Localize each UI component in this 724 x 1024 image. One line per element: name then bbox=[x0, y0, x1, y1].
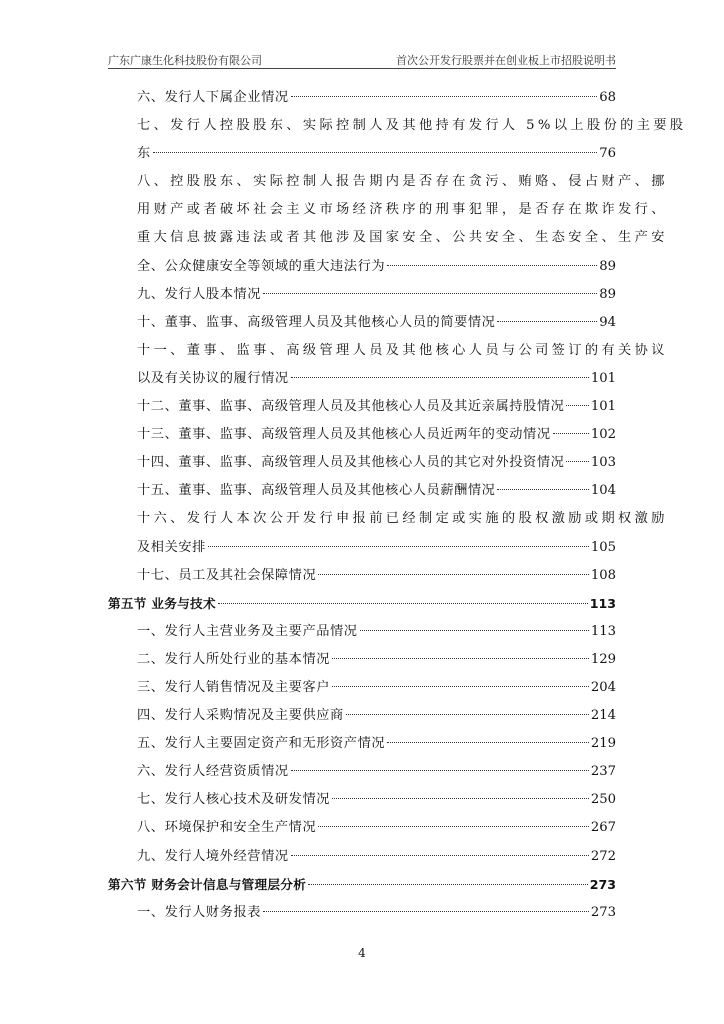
toc-entry[interactable] bbox=[108, 421, 616, 449]
toc-section-row bbox=[108, 590, 616, 618]
toc-page-number: 272 bbox=[590, 848, 616, 864]
toc-page-number: 89 bbox=[599, 286, 616, 302]
toc-page-number: 76 bbox=[599, 146, 616, 162]
toc-leader-dots bbox=[291, 96, 598, 97]
toc-entry[interactable] bbox=[108, 449, 616, 477]
toc-item-row bbox=[108, 253, 616, 281]
toc-entry-line: 用财产或者破坏社会主义市场经济秩序的刑事犯罪，是否存在欺诈发行、 bbox=[137, 202, 668, 218]
toc-entry-title: 十三、董事、监事、高级管理人员及其他核心人员近两年的变动情况 bbox=[137, 427, 551, 443]
toc-entry-title: 一、发行人财务报表 bbox=[137, 904, 262, 920]
toc-page-number: 101 bbox=[590, 399, 616, 415]
toc-entry-title: 全、公众健康安全等领域的重大违法行为 bbox=[137, 258, 386, 274]
toc-item-row bbox=[108, 786, 616, 814]
toc-page-number: 105 bbox=[590, 539, 616, 555]
toc-entry[interactable] bbox=[108, 590, 616, 618]
toc-entry-title: 三、发行人销售情况及主要客户 bbox=[137, 679, 331, 695]
toc-entry[interactable] bbox=[108, 393, 616, 421]
toc-entry-title: 以及有关协议的履行情况 bbox=[137, 370, 289, 386]
toc-item-row bbox=[108, 393, 616, 421]
toc-page-number: 214 bbox=[590, 708, 616, 724]
toc-item-row bbox=[108, 140, 616, 168]
toc-page-number: 113 bbox=[590, 623, 616, 639]
toc-entry[interactable] bbox=[108, 618, 616, 646]
toc-leader-dots bbox=[346, 714, 589, 715]
toc-page-number: 219 bbox=[590, 736, 616, 752]
toc-entry-title: 六、发行人经营资质情况 bbox=[137, 764, 289, 780]
toc-entry[interactable] bbox=[108, 168, 668, 280]
toc-item-row bbox=[108, 814, 616, 842]
toc-entry[interactable] bbox=[108, 477, 616, 505]
toc-leader-dots bbox=[497, 489, 588, 490]
toc-item-row bbox=[108, 477, 616, 505]
toc-entry-title: 十七、员工及其社会保障情况 bbox=[137, 567, 317, 583]
toc-entry-title: 十五、董事、监事、高级管理人员及其他核心人员薪酬情况 bbox=[137, 483, 496, 499]
toc-item-row bbox=[108, 646, 616, 674]
toc-item-row bbox=[108, 843, 616, 871]
toc-entry[interactable] bbox=[108, 281, 616, 309]
toc-entry-title: 东 bbox=[137, 146, 151, 162]
toc-entry[interactable] bbox=[108, 786, 616, 814]
toc-item-row bbox=[108, 730, 616, 758]
toc-entry-title: 五、发行人主要固定资产和无形资产情况 bbox=[137, 736, 386, 752]
toc-entry[interactable] bbox=[108, 646, 616, 674]
toc-entry[interactable] bbox=[108, 871, 616, 899]
toc-entry-title: 十二、董事、监事、高级管理人员及其他核心人员及其近亲属持股情况 bbox=[137, 399, 565, 415]
toc-entry-line: 十一、董事、监事、高级管理人员及其他核心人员与公司签订的有关协议 bbox=[137, 342, 668, 358]
toc-item-row bbox=[108, 421, 616, 449]
toc-entry-title: 二、发行人所处行业的基本情况 bbox=[137, 651, 331, 667]
toc-page-number: 273 bbox=[590, 904, 616, 920]
toc-item-row bbox=[108, 702, 616, 730]
toc-entry-title: 十、董事、监事、高级管理人员及其他核心人员的简要情况 bbox=[137, 314, 496, 330]
toc-entry-line: 重大信息披露违法或者其他涉及国家安全、公共安全、生态安全、生产安 bbox=[137, 230, 668, 246]
toc-leader-dots bbox=[291, 855, 589, 856]
toc-entry[interactable] bbox=[108, 758, 616, 786]
toc-entry-title: 八、环境保护和安全生产情况 bbox=[137, 820, 317, 836]
toc-entry[interactable] bbox=[108, 814, 616, 842]
toc-page-number: 250 bbox=[590, 792, 616, 808]
toc-page-number: 108 bbox=[590, 567, 616, 583]
toc-leader-dots bbox=[291, 377, 589, 378]
toc-leader-dots bbox=[332, 686, 589, 687]
toc-leader-dots bbox=[218, 603, 588, 604]
toc-page-number: 267 bbox=[590, 820, 616, 836]
toc-item-row bbox=[108, 534, 616, 562]
toc-leader-dots bbox=[208, 546, 589, 547]
toc-page-number: 102 bbox=[590, 427, 616, 443]
toc-leader-dots bbox=[332, 798, 589, 799]
toc-leader-dots bbox=[291, 770, 589, 771]
toc-entry[interactable] bbox=[108, 84, 616, 112]
page-number: 4 bbox=[358, 946, 366, 960]
toc-entry-title: 九、发行人股本情况 bbox=[137, 286, 262, 302]
toc-entry-title: 四、发行人采购情况及主要供应商 bbox=[137, 708, 344, 724]
toc-entry[interactable] bbox=[108, 730, 616, 758]
page-header bbox=[108, 52, 616, 69]
toc-page-number: 101 bbox=[590, 370, 616, 386]
toc-entry-title: 及相关安排 bbox=[137, 539, 206, 555]
toc-entry-title: 第六节 财务会计信息与管理层分析 bbox=[108, 876, 307, 892]
toc-entry-title: 九、发行人境外经营情况 bbox=[137, 848, 289, 864]
toc-item-row bbox=[108, 562, 616, 590]
toc-item-row bbox=[108, 84, 616, 112]
toc-page-number: 94 bbox=[599, 314, 616, 330]
toc-entry-title: 六、发行人下属企业情况 bbox=[137, 90, 289, 105]
header-company: 广东广康生化科技股份有限公司 bbox=[108, 54, 262, 67]
toc-page-number: 237 bbox=[590, 764, 616, 780]
toc-item-row bbox=[108, 365, 616, 393]
toc-item-row bbox=[108, 309, 616, 337]
toc-item-row bbox=[108, 758, 616, 786]
toc-page-number: 68 bbox=[599, 90, 616, 105]
toc-leader-dots bbox=[387, 742, 589, 743]
toc-entry-title: 七、发行人核心技术及研发情况 bbox=[137, 792, 331, 808]
toc-page-number: 204 bbox=[590, 679, 616, 695]
toc-leader-dots bbox=[566, 461, 588, 462]
toc-entry[interactable] bbox=[108, 112, 687, 168]
header-doc-title: 首次公开发行股票并在创业板上市招股说明书 bbox=[396, 54, 616, 67]
toc-leader-dots bbox=[153, 152, 597, 153]
toc-entry[interactable] bbox=[108, 843, 616, 871]
toc-page-number: 273 bbox=[589, 876, 616, 892]
toc-page-number: 129 bbox=[590, 651, 616, 667]
toc-page-number: 113 bbox=[589, 595, 616, 611]
toc-leader-dots bbox=[332, 658, 589, 659]
toc-leader-dots bbox=[387, 265, 597, 266]
toc-item-row bbox=[108, 899, 616, 927]
toc-entry-line: 八、控股股东、实际控制人报告期内是否存在贪污、贿赂、侵占财产、挪 bbox=[137, 174, 668, 190]
toc-entry[interactable] bbox=[108, 505, 668, 561]
toc-page-number: 103 bbox=[590, 455, 616, 471]
toc-entry[interactable] bbox=[108, 674, 616, 702]
toc-leader-dots bbox=[318, 574, 589, 575]
toc-entry[interactable] bbox=[108, 309, 616, 337]
toc-leader-dots bbox=[263, 293, 597, 294]
toc-entry-title: 一、发行人主营业务及主要产品情况 bbox=[137, 623, 358, 639]
toc-entry-title: 十四、董事、监事、高级管理人员及其他核心人员的其它对外投资情况 bbox=[137, 455, 565, 471]
toc-page-number: 104 bbox=[590, 483, 616, 499]
toc-entry[interactable] bbox=[108, 562, 616, 590]
toc-leader-dots bbox=[360, 630, 589, 631]
table-of-contents bbox=[108, 84, 687, 927]
toc-section-row bbox=[108, 871, 616, 899]
toc-item-row bbox=[108, 281, 616, 309]
toc-leader-dots bbox=[308, 884, 588, 885]
toc-entry-title: 第五节 业务与技术 bbox=[108, 595, 216, 611]
toc-entry[interactable] bbox=[108, 899, 616, 927]
toc-entry[interactable] bbox=[108, 702, 616, 730]
toc-leader-dots bbox=[566, 405, 588, 406]
toc-item-row bbox=[108, 618, 616, 646]
toc-item-row bbox=[108, 674, 616, 702]
toc-leader-dots bbox=[553, 433, 589, 434]
toc-leader-dots bbox=[497, 321, 597, 322]
toc-leader-dots bbox=[263, 911, 589, 912]
toc-page-number: 89 bbox=[599, 258, 616, 274]
toc-leader-dots bbox=[318, 826, 589, 827]
toc-entry[interactable] bbox=[108, 337, 668, 393]
toc-entry-line: 七、发行人控股股东、实际控制人及其他持有发行人 5%以上股份的主要股 bbox=[137, 118, 687, 134]
toc-entry-line: 十六、发行人本次公开发行申报前已经制定或实施的股权激励或期权激励 bbox=[137, 511, 668, 527]
toc-item-row bbox=[108, 449, 616, 477]
